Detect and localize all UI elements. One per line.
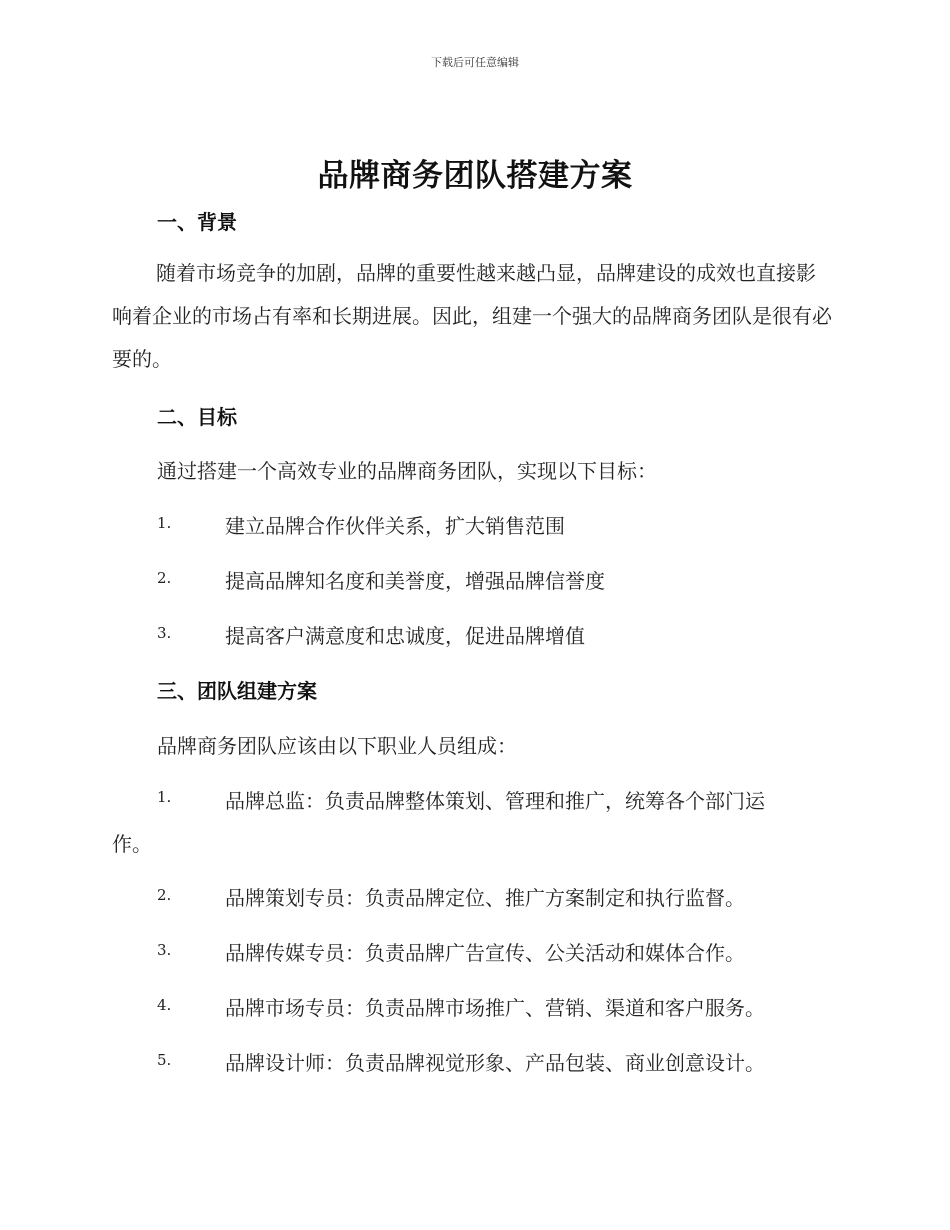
section-heading-team: 三、团队组建方案 (157, 679, 317, 703)
goal-item-text: 提高品牌知名度和美誉度，增强品牌信誉度 (225, 569, 605, 593)
team-item-number: 2. (157, 886, 172, 904)
team-item-number: 4. (157, 996, 172, 1014)
goal-item-text: 提高客户满意度和忠诚度，促进品牌增值 (225, 624, 585, 648)
header-note: 下载后可任意编辑 (431, 56, 519, 69)
team-item-text: 品牌总监：负责品牌整体策划、管理和推广，统筹各个部门运 (225, 789, 765, 813)
goal-item-number: 2. (157, 569, 172, 587)
team-item-text: 品牌策划专员：负责品牌定位、推广方案制定和执行监督。 (225, 886, 745, 910)
team-item-number: 3. (157, 941, 172, 959)
team-intro: 品牌商务团队应该由以下职业人员组成： (157, 734, 517, 758)
team-item-text: 品牌传媒专员：负责品牌广告宣传、公关活动和媒体合作。 (225, 941, 745, 965)
goal-item-number: 3. (157, 624, 172, 642)
team-item-text: 品牌市场专员：负责品牌市场推广、营销、渠道和客户服务。 (225, 996, 765, 1020)
team-item-number: 5. (157, 1051, 172, 1069)
goals-intro: 通过搭建一个高效专业的品牌商务团队，实现以下目标： (157, 459, 657, 483)
goal-item-text: 建立品牌合作伙伴关系，扩大销售范围 (225, 514, 565, 538)
goal-item-number: 1. (157, 514, 172, 532)
team-item-text-continuation: 作。 (112, 832, 152, 856)
section-heading-goals: 二、目标 (157, 405, 237, 429)
team-item-text: 品牌设计师：负责品牌视觉形象、产品包装、商业创意设计。 (225, 1051, 765, 1075)
document-title: 品牌商务团队搭建方案 (317, 158, 633, 194)
team-item-number: 1. (157, 788, 172, 806)
background-paragraph: 随着市场竞争的加剧，品牌的重要性越来越凸显，品牌建设的成效也直接影响着企业的市场占有率和长期进展。因此，组建一个强大的品牌商务团队是很有必要的。 (112, 261, 832, 371)
section-heading-background: 一、背景 (157, 210, 237, 234)
